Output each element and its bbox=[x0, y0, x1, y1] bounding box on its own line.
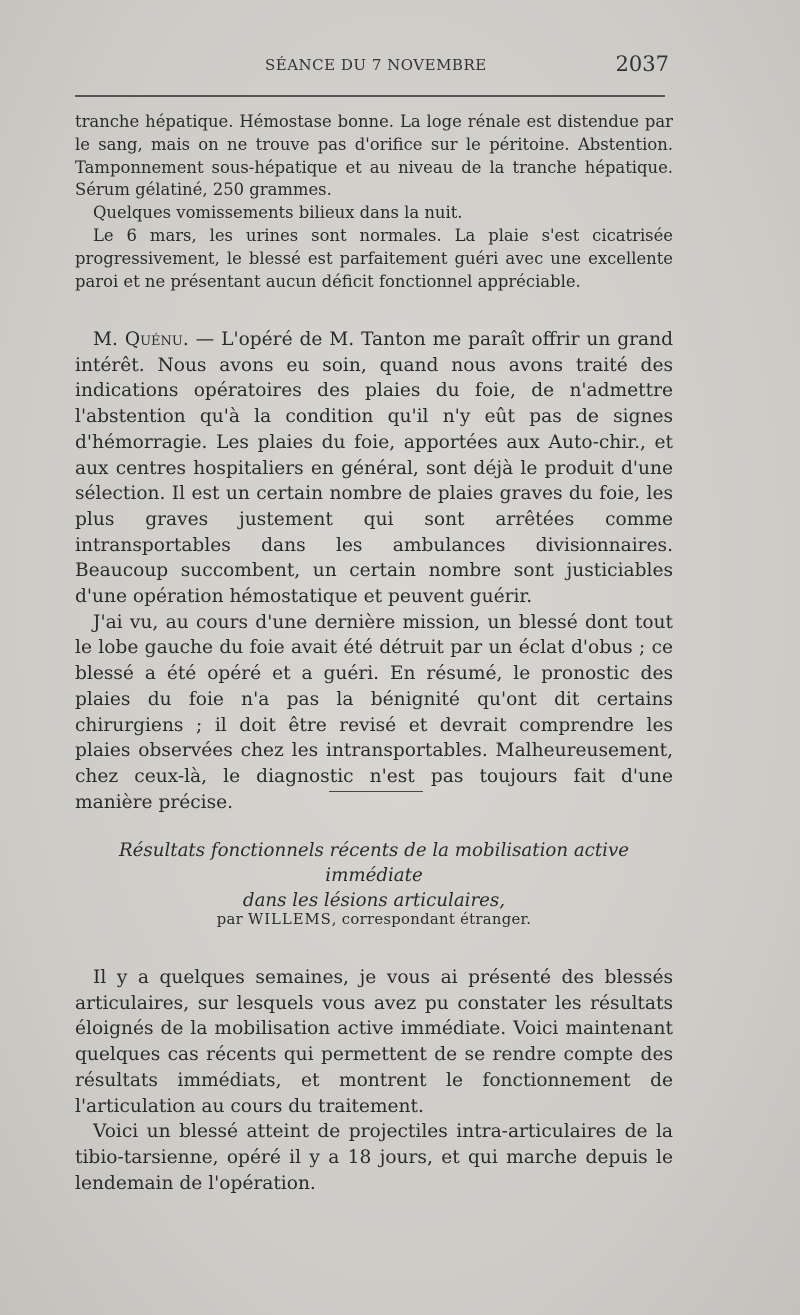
byline-suffix: , correspondant étranger. bbox=[331, 911, 532, 928]
discussion-paragraph bbox=[75, 327, 673, 610]
article-paragraph: Il y a quelques semaines, je vous ai présenté des blessés articulaires, sur lesquels vous avez pu constater les résultats éloignés de la mobilisation active immédiate. Voici maintenant quelques cas récents qui permettent de se rendre compte des résultats immédiats, et montrent le fonctionnement de l'articulation au cours du traitement. bbox=[75, 967, 673, 1117]
case-paragraph: Le 6 mars, les urines sont normales. La plaie s'est cicatrisée progressivement, le blessé est parfaitement guéri avec une excellente paroi et ne présentant aucun déficit fonctionnel appréciable. bbox=[75, 225, 673, 291]
page-header bbox=[75, 52, 673, 82]
article-title-line: dans les lésions articulaires, bbox=[242, 890, 506, 911]
header-rule bbox=[75, 95, 665, 97]
article-body bbox=[75, 965, 673, 1196]
author-name: WILLEMS bbox=[247, 911, 332, 928]
article-byline bbox=[75, 911, 673, 928]
speaker-dash: — bbox=[188, 329, 222, 350]
article-title-line: Résultats fonctionnels récents de la mobilisation active immédiate bbox=[118, 840, 630, 886]
article-paragraph: Voici un blessé atteint de projectiles intra-articulaires de la tibio-tarsienne, opéré il y a 18 jours, et qui marche depuis le lendemain de l'opération. bbox=[75, 1121, 673, 1194]
page-number: 2037 bbox=[615, 52, 669, 76]
discussion bbox=[75, 327, 673, 815]
case-report bbox=[75, 111, 673, 293]
discussion-text: L'opéré de M. Tanton me paraît offrir un grand intérêt. Nous avons eu soin, quand nous avons traité des indications opératoires des plaies du foie, de n'admettre l'abstention qu'à la condition qu'il n'y eût pas de signes d'hémorragie. Les plaies du foie, apportées aux Auto-chir., et aux centres hospitaliers en général, sont déjà le produit d'une sélection. Il est un certain nombre de plaies graves du foie, les plus graves justement qui sont arrêtées comme intransportables dans les ambulances divisionnaires. Beaucoup succombent, un certain nombre sont justiciables d'une opération hémostatique et peuvent guérir. bbox=[75, 329, 673, 608]
case-paragraph: Quelques vomissements bilieux dans la nuit. bbox=[93, 203, 463, 223]
case-paragraph: tranche hépatique. Hémostase bonne. La loge rénale est distendue par le sang, mais on ne trouve pas d'orifice sur le péritoine. Abstention. Tamponnement sous-hépatique et au niveau de la tranche hépatique. Sérum gélatiné, 250 grammes. bbox=[75, 112, 673, 200]
section-divider bbox=[329, 791, 423, 792]
running-title: SÉANCE DU 7 NOVEMBRE bbox=[265, 56, 487, 74]
byline-prefix: par bbox=[216, 911, 248, 928]
speaker-name: M. Quénu. bbox=[93, 329, 189, 350]
article-title bbox=[75, 838, 673, 913]
discussion-paragraph: J'ai vu, au cours d'une dernière mission, un blessé dont tout le lobe gauche du foie avait été détruit par un éclat d'obus ; ce blessé a été opéré et a guéri. En résumé, le pronostic des plaies du foie n'a pas la bénignité qu'ont dit certains chirurgiens ; il doit être revisé et devrait comprendre les plaies observées chez les intransportables. Malheureusement, chez ceux-là, le diagnostic n'est pas toujours fait d'une manière précise. bbox=[75, 611, 673, 813]
